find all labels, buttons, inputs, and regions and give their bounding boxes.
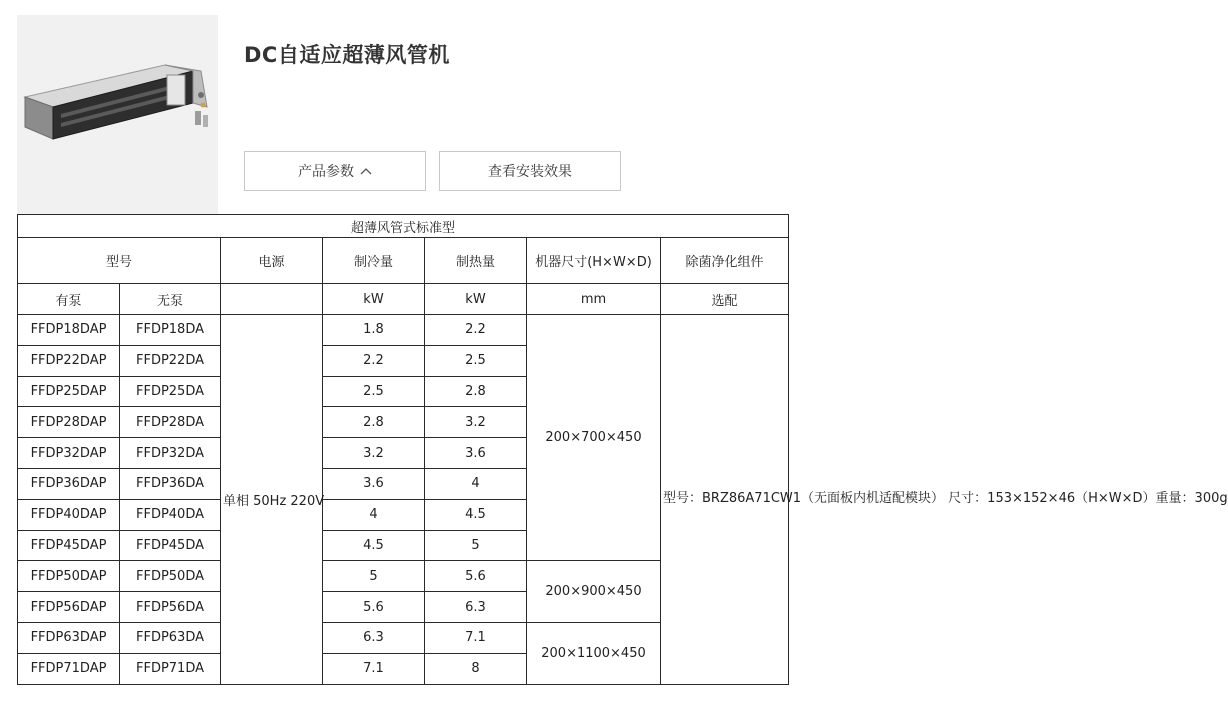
cooling-value: 2.8 bbox=[323, 407, 425, 438]
heating-value: 2.5 bbox=[425, 345, 527, 376]
heating-value: 3.2 bbox=[425, 407, 527, 438]
model-without-pump: FFDP36DA bbox=[120, 468, 221, 499]
purify-value: 型号：BRZ86A71CW1（无面板内机适配模块） 尺寸：153×152×46（H×W×D）重量：300g bbox=[661, 315, 789, 685]
model-without-pump: FFDP50DA bbox=[120, 561, 221, 592]
model-without-pump: FFDP63DA bbox=[120, 622, 221, 653]
model-with-pump: FFDP71DAP bbox=[18, 653, 120, 684]
model-with-pump: FFDP50DAP bbox=[18, 561, 120, 592]
model-without-pump: FFDP25DA bbox=[120, 376, 221, 407]
cooling-value: 5 bbox=[323, 561, 425, 592]
model-with-pump: FFDP22DAP bbox=[18, 345, 120, 376]
product-params-label: 产品参数 bbox=[298, 164, 354, 180]
model-with-pump: FFDP63DAP bbox=[18, 622, 120, 653]
cooling-value: 5.6 bbox=[323, 592, 425, 623]
model-without-pump: FFDP56DA bbox=[120, 592, 221, 623]
spec-table bbox=[17, 214, 1228, 685]
model-with-pump: FFDP40DAP bbox=[18, 499, 120, 530]
cooling-value: 2.5 bbox=[323, 376, 425, 407]
heating-value: 4 bbox=[425, 468, 527, 499]
model-without-pump: FFDP18DA bbox=[120, 315, 221, 346]
product-header bbox=[17, 15, 787, 215]
table-caption: 超薄风管式标准型 bbox=[18, 215, 789, 238]
heating-value: 5 bbox=[425, 530, 527, 561]
header-purify: 除菌净化组件 bbox=[661, 238, 789, 284]
model-without-pump: FFDP22DA bbox=[120, 345, 221, 376]
model-without-pump: FFDP40DA bbox=[120, 499, 221, 530]
table-header-row bbox=[18, 238, 789, 284]
cooling-value: 3.2 bbox=[323, 438, 425, 469]
cooling-value: 4.5 bbox=[323, 530, 425, 561]
header-cooling: 制冷量 bbox=[323, 238, 425, 284]
table-row bbox=[18, 315, 789, 346]
size-value: 200×1100×450 bbox=[527, 622, 661, 684]
model-with-pump: FFDP32DAP bbox=[18, 438, 120, 469]
size-value: 200×700×450 bbox=[527, 315, 661, 561]
product-title: DC自适应超薄风管机 bbox=[244, 43, 450, 67]
model-with-pump: FFDP25DAP bbox=[18, 376, 120, 407]
model-without-pump: FFDP32DA bbox=[120, 438, 221, 469]
subheader-with-pump: 有泵 bbox=[18, 284, 120, 315]
subheader-power bbox=[221, 284, 323, 315]
cooling-value: 7.1 bbox=[323, 653, 425, 684]
cooling-value: 4 bbox=[323, 499, 425, 530]
heating-value: 2.2 bbox=[425, 315, 527, 346]
table-caption-row bbox=[18, 215, 789, 238]
subheader-purify: 选配 bbox=[661, 284, 789, 315]
ducted-unit-icon bbox=[17, 15, 218, 215]
model-with-pump: FFDP45DAP bbox=[18, 530, 120, 561]
subheader-size-unit: mm bbox=[527, 284, 661, 315]
heating-value: 7.1 bbox=[425, 622, 527, 653]
cooling-value: 2.2 bbox=[323, 345, 425, 376]
model-without-pump: FFDP71DA bbox=[120, 653, 221, 684]
heating-value: 6.3 bbox=[425, 592, 527, 623]
cooling-value: 6.3 bbox=[323, 622, 425, 653]
subheader-cooling-unit: kW bbox=[323, 284, 425, 315]
power-value: 单相 50Hz 220V bbox=[221, 315, 323, 685]
heating-value: 2.8 bbox=[425, 376, 527, 407]
table-unit-row bbox=[18, 284, 789, 315]
model-with-pump: FFDP28DAP bbox=[18, 407, 120, 438]
model-without-pump: FFDP45DA bbox=[120, 530, 221, 561]
model-with-pump: FFDP56DAP bbox=[18, 592, 120, 623]
product-image bbox=[17, 15, 218, 215]
size-value: 200×900×450 bbox=[527, 561, 661, 623]
chevron-up-icon bbox=[360, 167, 372, 175]
view-install-button[interactable] bbox=[439, 151, 621, 191]
header-heating: 制热量 bbox=[425, 238, 527, 284]
cooling-value: 1.8 bbox=[323, 315, 425, 346]
heating-value: 3.6 bbox=[425, 438, 527, 469]
view-install-label: 查看安装效果 bbox=[488, 164, 572, 180]
header-size: 机器尺寸(H×W×D) bbox=[527, 238, 661, 284]
heating-value: 8 bbox=[425, 653, 527, 684]
header-power: 电源 bbox=[221, 238, 323, 284]
subheader-heating-unit: kW bbox=[425, 284, 527, 315]
model-with-pump: FFDP18DAP bbox=[18, 315, 120, 346]
product-params-button[interactable] bbox=[244, 151, 426, 191]
cooling-value: 3.6 bbox=[323, 468, 425, 499]
model-without-pump: FFDP28DA bbox=[120, 407, 221, 438]
heating-value: 4.5 bbox=[425, 499, 527, 530]
heating-value: 5.6 bbox=[425, 561, 527, 592]
subheader-without-pump: 无泵 bbox=[120, 284, 221, 315]
header-model: 型号 bbox=[18, 238, 221, 284]
model-with-pump: FFDP36DAP bbox=[18, 468, 120, 499]
